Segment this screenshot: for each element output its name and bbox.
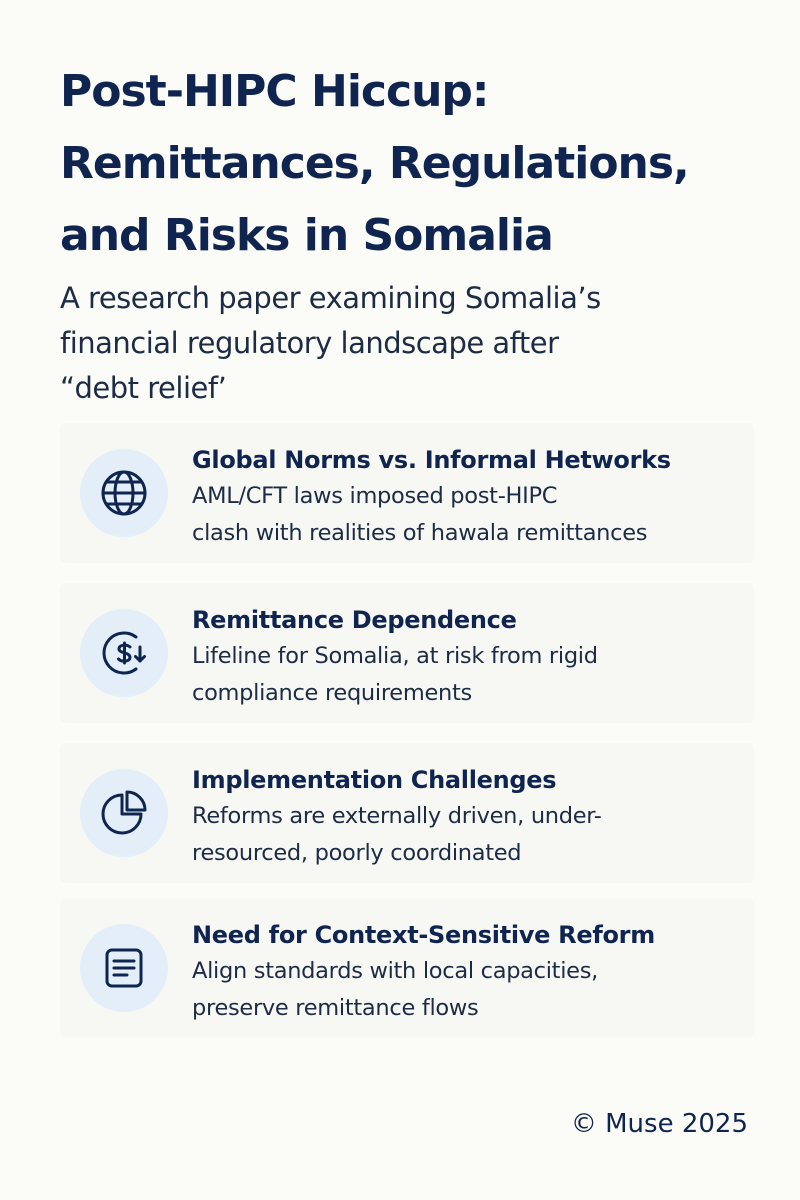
title-line-3: and Risks in Somalia (60, 210, 553, 261)
card-remittance-dependence (60, 583, 754, 723)
card-title: Global Norms vs. Informal Hetworks (192, 446, 671, 474)
card-desc-line: Lifeline for Somalia, at risk from rigid (192, 643, 598, 669)
card-description (192, 638, 752, 712)
page-subtitle (60, 276, 760, 411)
card-desc-line: Align standards with local capacities, (192, 958, 598, 984)
copyright-footer: © Muse 2025 (570, 1109, 748, 1139)
icon-badge (80, 449, 168, 537)
title-line-1: Post-HIPC Hiccup: (60, 66, 489, 117)
card-description (192, 478, 752, 552)
card-implementation-challenges (60, 743, 754, 883)
subtitle-line-3: “debt relief’ (60, 371, 227, 405)
document-icon (94, 938, 154, 998)
card-description (192, 798, 752, 872)
card-global-norms (60, 423, 754, 563)
card-title: Remittance Dependence (192, 606, 517, 634)
card-context-sensitive-reform (60, 898, 754, 1038)
card-desc-line: resourced, poorly coordinated (192, 840, 522, 866)
icon-badge (80, 769, 168, 857)
card-desc-line: clash with realities of hawala remittances (192, 520, 648, 546)
icon-badge (80, 924, 168, 1012)
card-desc-line: AML/CFT laws imposed post-HIPC (192, 483, 558, 509)
card-title: Need for Context-Sensitive Reform (192, 921, 655, 949)
page-title (60, 56, 780, 272)
icon-badge (80, 609, 168, 697)
subtitle-line-2: financial regulatory landscape after (60, 326, 559, 360)
card-desc-line: compliance requirements (192, 680, 472, 706)
card-description (192, 953, 752, 1027)
globe-icon (94, 463, 154, 523)
title-line-2: Remittances, Regulations, (60, 138, 689, 189)
card-title: Implementation Challenges (192, 766, 557, 794)
subtitle-line-1: A research paper examining Somalia’s (60, 281, 601, 315)
pie-chart-icon (94, 783, 154, 843)
card-desc-line: preserve remittance flows (192, 995, 479, 1021)
card-desc-line: Reforms are externally driven, under- (192, 803, 602, 829)
dollar-arrow-icon (94, 623, 154, 683)
